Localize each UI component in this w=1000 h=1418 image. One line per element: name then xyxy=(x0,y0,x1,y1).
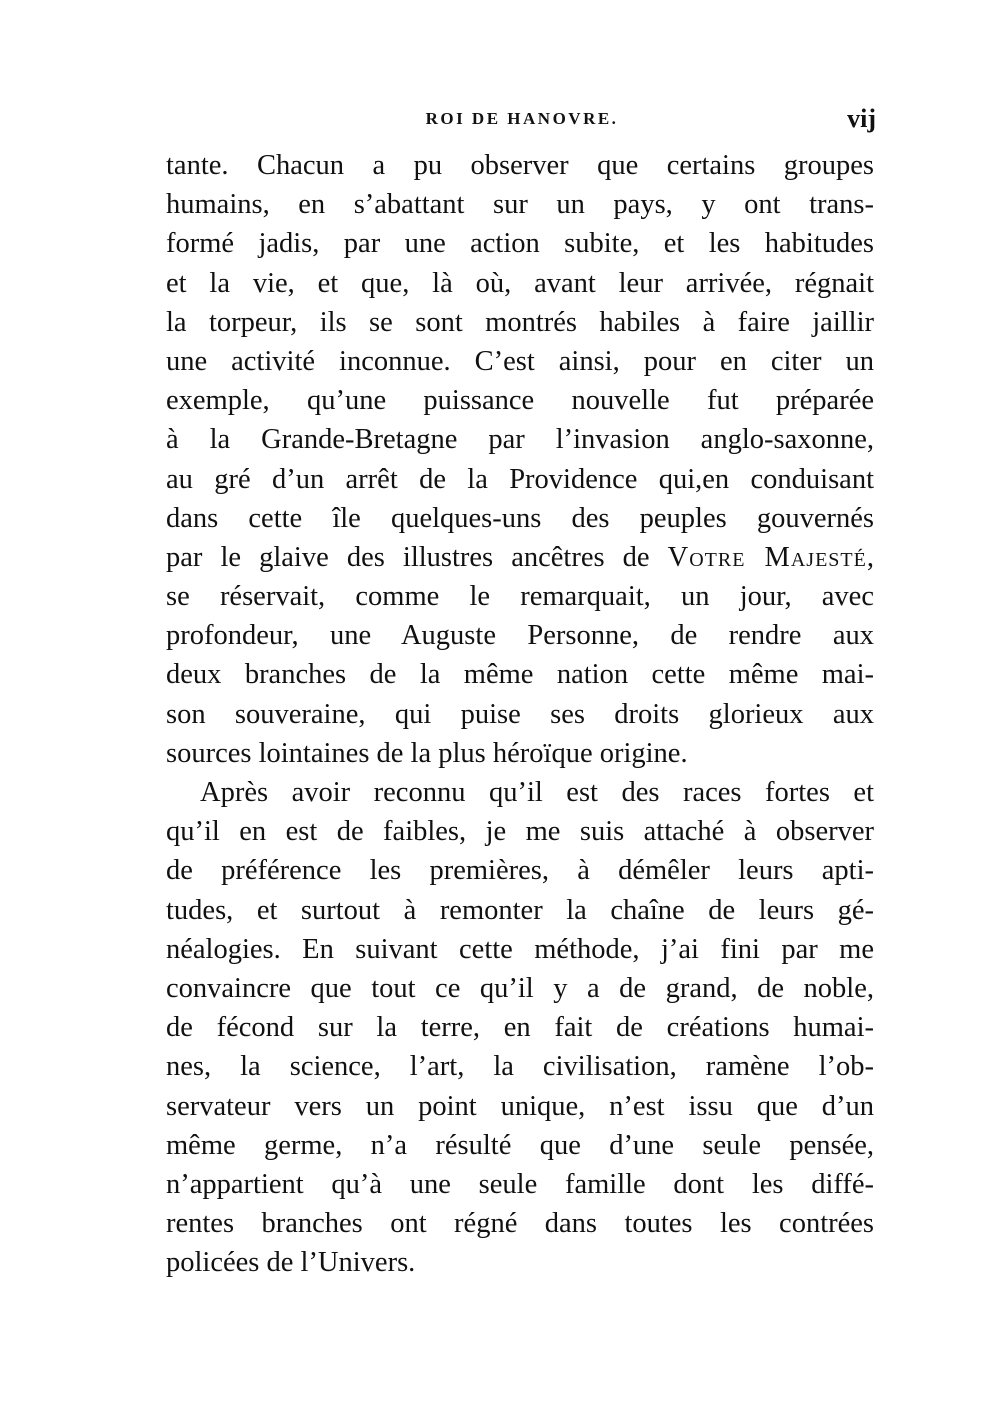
text-line: humains, en s’abattant sur un pays, y ont trans- xyxy=(166,189,874,221)
text-line: tante. Chacun a pu observer que certains groupes xyxy=(166,150,874,181)
text-line: sources lointaines de la plus héroïque origine. xyxy=(166,737,688,769)
text-line: rentes branches ont régné dans toutes les contrées xyxy=(166,1208,874,1240)
text-line: deux branches de la même nation cette même mai- xyxy=(166,659,874,691)
text-line: à la Grande-Bretagne par l’invasion anglo-saxonne, xyxy=(166,424,874,456)
running-title: ROI DE HANOVRE. xyxy=(425,109,619,128)
line-segment: , xyxy=(866,541,874,573)
text-line: formé jadis, par une action subite, et les habitudes xyxy=(166,228,874,260)
paragraph-1 xyxy=(166,146,874,773)
text-line: dans cette île quelques-uns des peuples gouvernés xyxy=(166,502,874,534)
text-line: se réservait, comme le remarquait, un jour, avec xyxy=(166,581,874,613)
text-line: servateur vers un point unique, n’est issu que d’un xyxy=(166,1090,874,1122)
text-line: n’appartient qu’à une seule famille dont les diffé- xyxy=(166,1168,874,1200)
majesty-smallcaps: Votre Majesté xyxy=(667,541,867,573)
text-line: et la vie, et que, là où, avant leur arrivée, régnait xyxy=(166,267,874,299)
line-segment: par le glaive des illustres ancêtres de xyxy=(166,541,668,573)
paragraph-2 xyxy=(166,773,874,1282)
text-line: convaincre que tout ce qu’il y a de grand, de noble, xyxy=(166,972,874,1004)
text-line: qu’il en est de faibles, je me suis attaché à observer xyxy=(166,816,874,848)
text-line: la torpeur, ils se sont montrés habiles à faire jaillir xyxy=(166,306,874,338)
text-line: nes, la science, l’art, la civilisation, ramène l’ob- xyxy=(166,1051,874,1083)
text-line: policées de l’Univers. xyxy=(166,1247,416,1279)
text-line: tudes, et surtout à remonter la chaîne de leurs gé- xyxy=(166,894,874,926)
text-line: son souveraine, qui puise ses droits glorieux aux xyxy=(166,698,874,730)
page-number: vij xyxy=(847,104,876,133)
text-line: profondeur, une Auguste Personne, de rendre aux xyxy=(166,620,874,652)
text-line-with-smallcaps xyxy=(166,538,874,577)
text-line: exemple, qu’une puissance nouvelle fut préparée xyxy=(166,385,874,417)
text-line: de préférence les premières, à démêler leurs apti- xyxy=(166,855,874,887)
text-line: Après avoir reconnu qu’il est des races fortes et xyxy=(200,777,874,808)
running-head xyxy=(168,104,876,134)
text-line: une activité inconnue. C’est ainsi, pour en citer un xyxy=(166,345,874,377)
body-text xyxy=(166,146,874,1282)
text-line: même germe, n’a résulté que d’une seule pensée, xyxy=(166,1129,874,1161)
text-line: au gré d’un arrêt de la Providence qui,en conduisant xyxy=(166,463,874,495)
text-line: néalogies. En suivant cette méthode, j’ai fini par me xyxy=(166,933,874,965)
text-line: de fécond sur la terre, en fait de créations humai- xyxy=(166,1012,874,1044)
